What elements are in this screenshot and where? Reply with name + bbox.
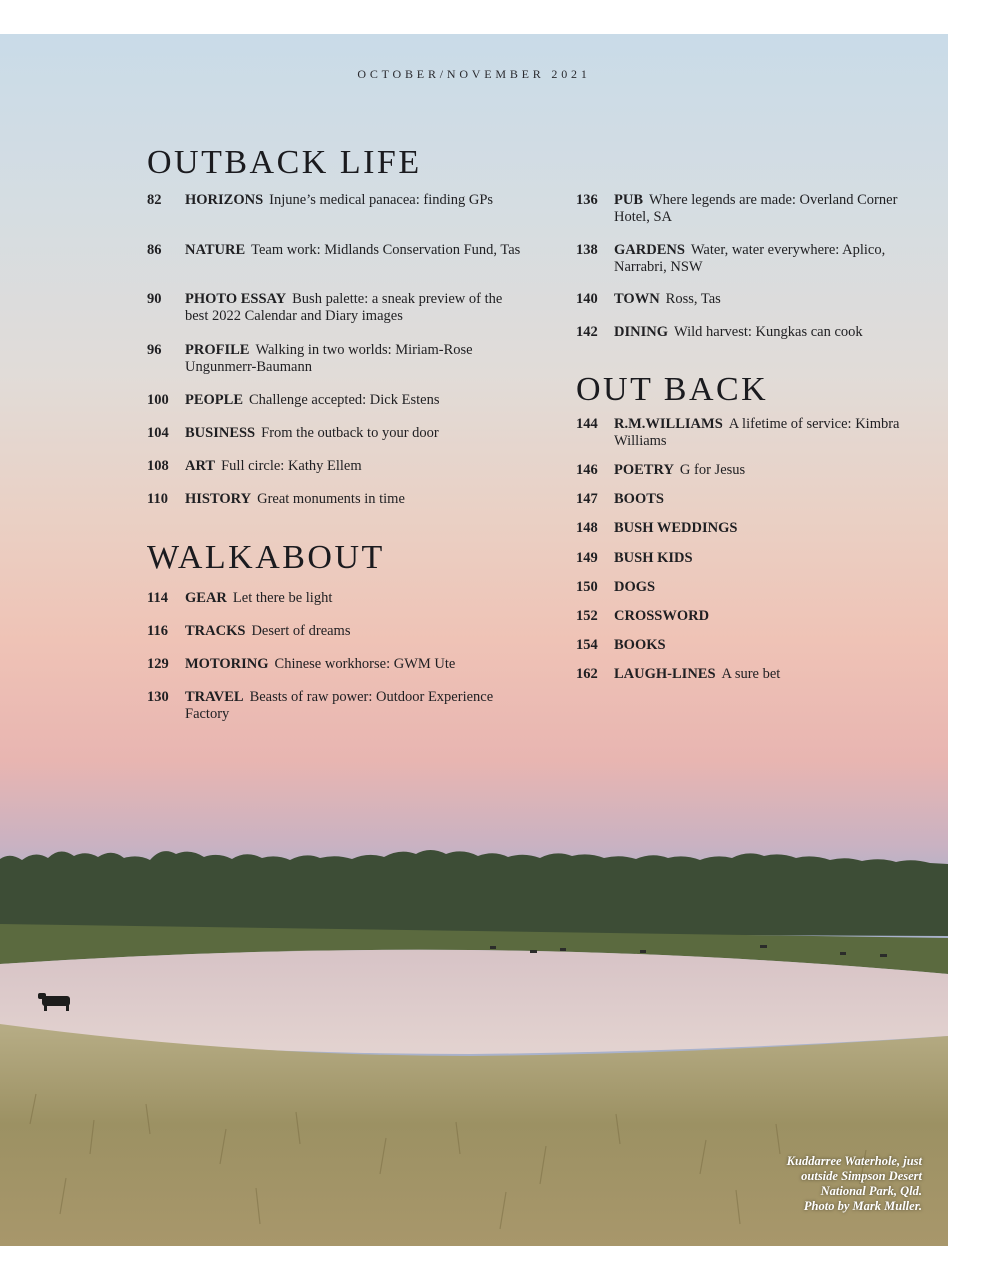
entry-category: BUSH WEDDINGS [614,520,738,536]
entry-category: BUSINESS [185,425,256,441]
entry-category: TOWN [614,291,660,307]
page-number: 138 [576,242,598,258]
page-number: 130 [147,689,169,705]
entry-category: GEAR [185,590,227,606]
entry-category: TRACKS [185,623,246,639]
entry-description: Ross, Tas [665,291,721,307]
toc-entry[interactable] [147,192,527,209]
entry-category: R.M.WILLIAMS [614,416,723,432]
toc-entry[interactable] [147,425,527,442]
page-number: 86 [147,242,162,258]
caption-line: Photo by Mark Muller. [803,1199,922,1213]
entry-description: Injune’s medical panacea: finding GPs [269,192,494,208]
page-number: 142 [576,324,598,340]
toc-entry[interactable] [147,623,527,640]
toc-entry[interactable] [576,242,906,276]
entry-category: DINING [614,324,668,340]
entry-description: Full circle: Kathy Ellem [221,458,362,474]
toc-entry[interactable] [576,324,906,341]
entry-description: Where legends are made: Overland Corner Hotel, SA [614,192,898,225]
toc-entry[interactable] [147,392,527,409]
toc-entry[interactable] [576,462,906,479]
page-number: 148 [576,520,598,536]
caption-line: outside Simpson Desert [801,1169,922,1183]
toc-entry[interactable] [147,291,527,325]
entry-description: A lifetime of service: Kimbra Williams [614,416,900,449]
entry-description: From the outback to your door [261,425,439,441]
page-number: 146 [576,462,598,478]
page-number: 162 [576,666,598,682]
page-number: 108 [147,458,169,474]
toc-entry[interactable] [576,550,906,567]
entry-description: Let there be light [232,590,333,606]
entry-category: PUB [614,192,643,208]
entry-description: Challenge accepted: Dick Estens [249,392,440,408]
caption-line: National Park, Qld. [820,1184,922,1198]
entry-category: POETRY [614,462,674,478]
toc-entry[interactable] [147,689,527,723]
issue-date: OCTOBER/NOVEMBER 2021 [357,67,591,81]
entry-description: Beasts of raw power: Outdoor Experience Factory [185,689,494,722]
page-number: 147 [576,491,598,507]
toc-entry[interactable] [147,491,527,508]
entry-category: BOOKS [614,637,666,653]
page-number: 154 [576,637,598,653]
entry-description: Chinese workhorse: GWM Ute [274,656,456,672]
entry-description: Bush palette: a sneak preview of the best 2022 Calendar and Diary images [185,291,503,324]
entry-description: G for Jesus [679,462,746,478]
page-number: 82 [147,192,162,208]
page-number: 136 [576,192,598,208]
photo-caption [722,1154,922,1214]
page-number: 152 [576,608,598,624]
page-number: 114 [147,590,168,606]
entry-description: Desert of dreams [251,623,351,639]
entry-description: Walking in two worlds: Miriam-Rose Ungunmerr-Baumann [185,342,473,375]
toc-entry[interactable] [147,242,527,259]
entry-category: LAUGH-LINES [614,666,716,682]
water-surface [0,950,948,1054]
toc-entry[interactable] [576,291,906,308]
toc-entry[interactable] [576,666,906,683]
toc-entry[interactable] [147,458,527,475]
entry-category: PROFILE [185,342,250,358]
entry-category: DOGS [614,579,656,595]
toc-entry[interactable] [147,342,527,376]
page-number: 129 [147,656,169,672]
page-number: 149 [576,550,598,566]
section-title-walkabout: WALKABOUT [147,539,385,576]
entry-category: MOTORING [185,656,269,672]
entry-category: BUSH KIDS [614,550,693,566]
toc-entry[interactable] [576,637,906,654]
toc-entry[interactable] [576,491,906,508]
toc-entry[interactable] [147,590,527,607]
page-number: 90 [147,291,162,307]
toc-entry[interactable] [576,579,906,596]
entry-category: HISTORY [185,491,252,507]
toc-entry[interactable] [576,416,906,450]
tree-line [0,850,948,936]
entry-category: PHOTO ESSAY [185,291,287,307]
page-number: 104 [147,425,169,441]
entry-category: BOOTS [614,491,664,507]
page-number: 116 [147,623,168,639]
toc-entry[interactable] [147,656,527,673]
entry-description: Water, water everywhere: Aplico, Narrabri, NSW [614,242,886,275]
entry-description: Great monuments in time [257,491,405,507]
entry-category: CROSSWORD [614,608,710,624]
page-number: 144 [576,416,598,432]
entry-description: Team work: Midlands Conservation Fund, Tas [251,242,521,258]
toc-entry[interactable] [576,192,906,226]
entry-category: GARDENS [614,242,685,258]
page-number: 110 [147,491,168,507]
toc-entry[interactable] [576,608,906,625]
page-number: 96 [147,342,162,358]
entry-category: TRAVEL [185,689,244,705]
toc-entry[interactable] [576,520,906,537]
page-number: 140 [576,291,598,307]
entry-category: PEOPLE [185,392,244,408]
entry-category: ART [185,458,216,474]
entry-description: A sure bet [721,666,781,682]
caption-line: Kuddarree Waterhole, just [786,1154,922,1168]
contents-page [0,34,948,1246]
entry-category: NATURE [185,242,246,258]
page-number: 100 [147,392,169,408]
entry-description: Wild harvest: Kungkas can cook [673,324,863,340]
page-number: 150 [576,579,598,595]
section-title-outback-life: OUTBACK LIFE [147,144,422,181]
entry-category: HORIZONS [185,192,264,208]
section-title-out-back: OUT BACK [576,371,769,408]
